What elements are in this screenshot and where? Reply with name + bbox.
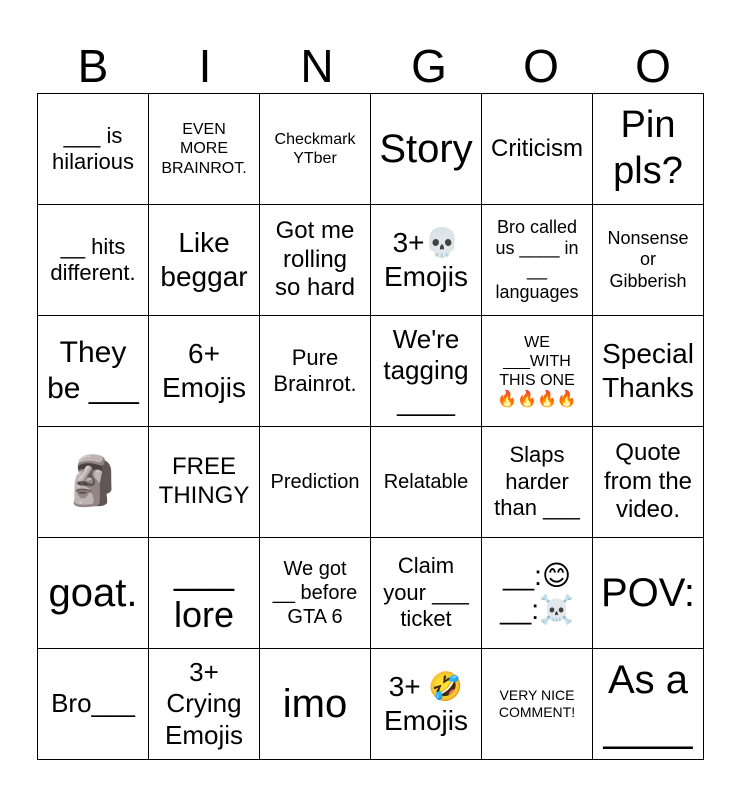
- bingo-cell[interactable]: Story: [371, 94, 482, 205]
- bingo-row: [38, 427, 704, 538]
- bingo-cell[interactable]: Got me rolling so hard: [260, 205, 371, 316]
- bingo-cell[interactable]: Nonsense or Gibberish: [593, 205, 704, 316]
- bingo-header: [37, 38, 709, 94]
- bingo-row: [38, 205, 704, 316]
- bingo-cell[interactable]: Bro___: [38, 649, 149, 760]
- bingo-cell[interactable]: Claim your ___ ticket: [371, 538, 482, 649]
- bingo-cell[interactable]: Quote from the video.: [593, 427, 704, 538]
- header-letter: G: [411, 40, 447, 92]
- bingo-row: [38, 316, 704, 427]
- bingo-cell[interactable]: 6+ Emojis: [149, 316, 260, 427]
- bingo-cell[interactable]: EVEN MORE BRAINROT.: [149, 94, 260, 205]
- bingo-cell[interactable]: 3+ Crying Emojis: [149, 649, 260, 760]
- bingo-cell[interactable]: Bro called us ____ in __ languages: [482, 205, 593, 316]
- bingo-cell[interactable]: ___ lore: [149, 538, 260, 649]
- bingo-cell[interactable]: Pin pls?: [593, 94, 704, 205]
- bingo-cell[interactable]: Checkmark YTber: [260, 94, 371, 205]
- bingo-row: [38, 538, 704, 649]
- bingo-cell[interactable]: Like beggar: [149, 205, 260, 316]
- header-letter: N: [300, 40, 334, 92]
- bingo-cell[interactable]: WE ___WITH THIS ONE 🔥🔥🔥🔥: [482, 316, 593, 427]
- header-letter: B: [77, 40, 109, 92]
- bingo-cell[interactable]: FREE THINGY: [149, 427, 260, 538]
- bingo-cell[interactable]: We got __ before GTA 6: [260, 538, 371, 649]
- bingo-cell[interactable]: goat.: [38, 538, 149, 649]
- bingo-cell[interactable]: Prediction: [260, 427, 371, 538]
- bingo-cell[interactable]: ___ is hilarious: [38, 94, 149, 205]
- bingo-cell[interactable]: Relatable: [371, 427, 482, 538]
- bingo-cell[interactable]: 3+💀 Emojis: [371, 205, 482, 316]
- bingo-cell[interactable]: They be ___: [38, 316, 149, 427]
- bingo-row: [38, 649, 704, 760]
- bingo-cell[interactable]: Pure Brainrot.: [260, 316, 371, 427]
- bingo-cell[interactable]: imo: [260, 649, 371, 760]
- header-letter: I: [198, 40, 212, 92]
- bingo-cell[interactable]: VERY NICE COMMENT!: [482, 649, 593, 760]
- bingo-cell[interactable]: __:😊 __:☠️: [482, 538, 593, 649]
- bingo-cell[interactable]: We're tagging ____: [371, 316, 482, 427]
- bingo-cell[interactable]: 3+ 🤣 Emojis: [371, 649, 482, 760]
- bingo-cell[interactable]: POV:: [593, 538, 704, 649]
- bingo-cell[interactable]: __ hits different.: [38, 205, 149, 316]
- bingo-cell[interactable]: Special Thanks: [593, 316, 704, 427]
- bingo-row: [38, 94, 704, 205]
- bingo-grid: [37, 93, 704, 760]
- header-letter: O: [635, 40, 671, 92]
- bingo-cell[interactable]: Criticism: [482, 94, 593, 205]
- bingo-cell[interactable]: 🗿: [38, 427, 149, 538]
- bingo-cell[interactable]: Slaps harder than ___: [482, 427, 593, 538]
- header-letter: O: [523, 40, 559, 92]
- bingo-cell[interactable]: As a ____: [593, 649, 704, 760]
